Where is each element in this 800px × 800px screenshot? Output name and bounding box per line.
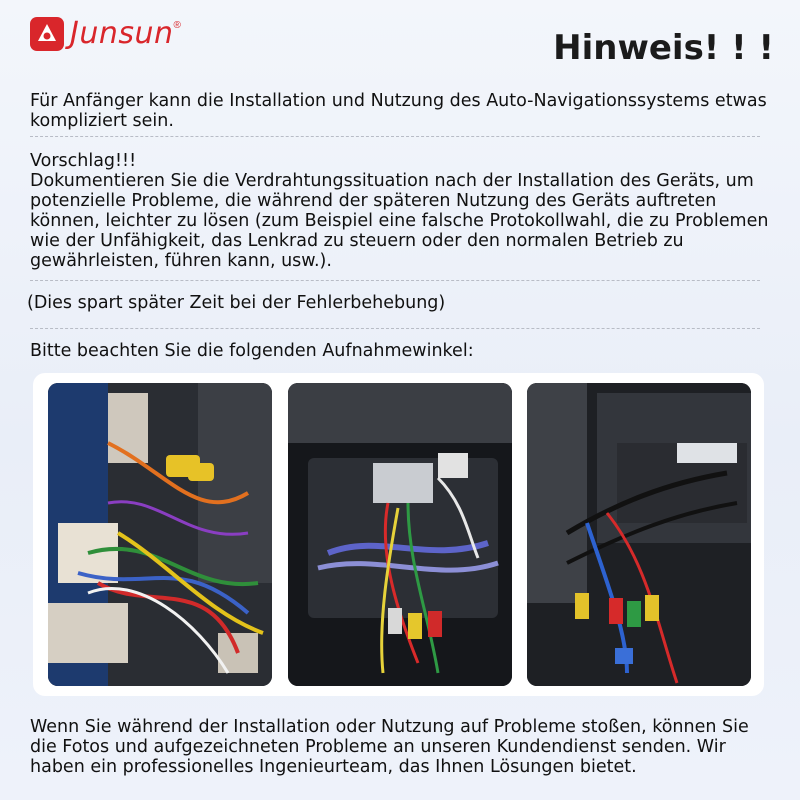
photo-panel: [33, 373, 764, 696]
intro-text: Für Anfänger kann die Installation und Nutzung des Auto-Navigationssystems etwas kompliziert sein.: [30, 91, 767, 131]
divider: [30, 328, 760, 329]
time-saving-note: (Dies spart später Zeit bei der Fehlerbehebung): [27, 293, 446, 313]
registered-mark: ®: [173, 20, 181, 31]
page-title: Hinweis! ! !: [553, 28, 774, 68]
divider: [30, 280, 760, 281]
divider: [30, 136, 760, 137]
wiring-photo-2: [288, 383, 512, 686]
brand-logo: [30, 16, 181, 51]
suggestion-body: Dokumentieren Sie die Verdrahtungssituation nach der Installation des Geräts, um potenzielle Probleme, die während der späteren Nutzung des Geräts auftreten können, leichter zu lösen (zum Beispiel eine falsche Protokollwahl, die zu Problemen wie der Unfähigkeit, das Lenkrad zu steuern oder den normalen Betrieb zu gewährleisten, führen kann, usw.).: [30, 171, 769, 271]
brand-name: Junsun: [70, 16, 174, 51]
junsun-logo-icon: [30, 17, 64, 51]
angles-heading: Bitte beachten Sie die folgenden Aufnahmewinkel:: [30, 341, 474, 361]
closing-text: Wenn Sie während der Installation oder Nutzung auf Probleme stoßen, können Sie die Fotos und aufgezeichneten Probleme an unseren Kundendienst senden. Wir haben ein professionelles Ingenieurteam, das Ihnen Lösungen bietet.: [30, 717, 749, 777]
suggestion-title: Vorschlag!!!: [30, 151, 137, 171]
wiring-photo-3: [527, 383, 751, 686]
wiring-photo-1: [48, 383, 272, 686]
